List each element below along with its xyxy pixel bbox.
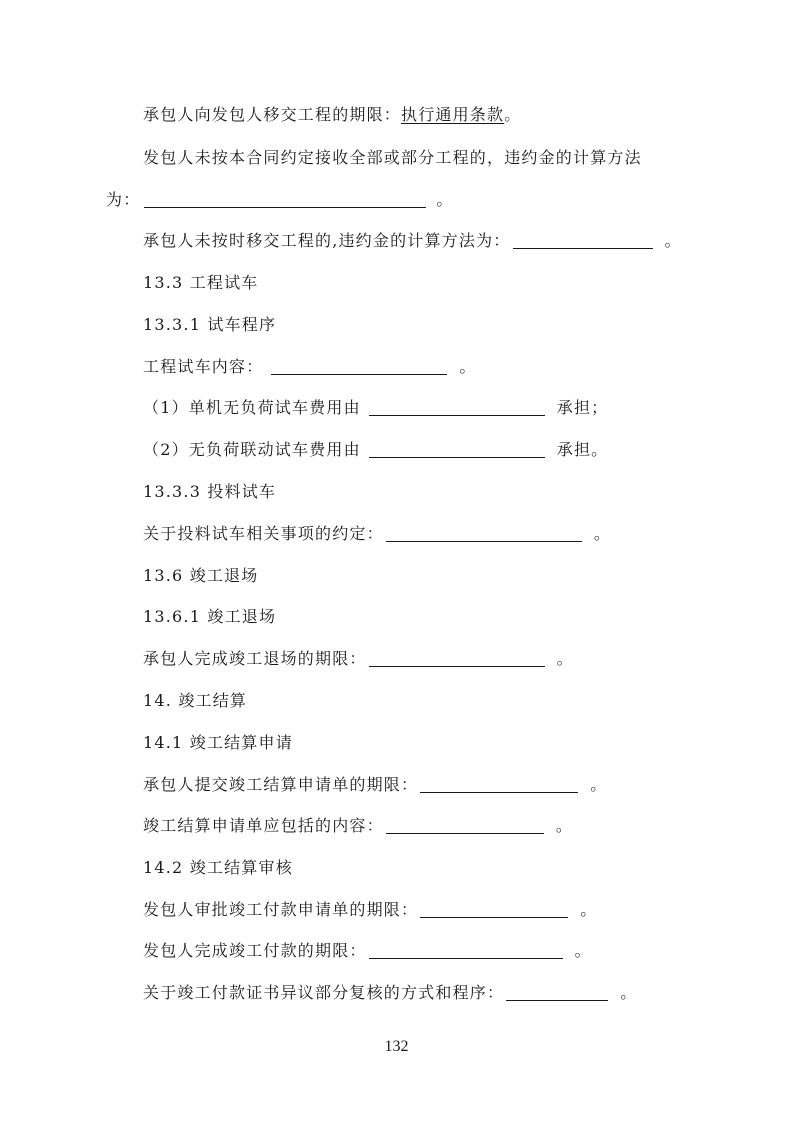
dispute-review-line <box>143 982 637 1004</box>
feed-test-line <box>143 523 611 545</box>
line-text: 发包人审批竣工付款申请单的期限： <box>143 900 419 919</box>
page-number: 132 <box>384 1038 409 1055</box>
line-end: 。 <box>574 941 592 960</box>
line-text: 竣工结算申请单应包括的内容： <box>143 816 384 835</box>
underlined-answer: 执行通用条款 <box>401 105 505 124</box>
line-end: 。 <box>555 816 574 835</box>
line-end: 。 <box>664 231 682 250</box>
penalty-clause-line <box>143 147 642 169</box>
fill-blank <box>420 901 568 918</box>
fill-blank <box>386 525 582 542</box>
fill-blank <box>144 191 426 208</box>
fill-blank <box>386 817 544 834</box>
subsection-heading <box>143 314 276 336</box>
line-text: 13.3 工程试车 <box>143 273 259 292</box>
section-heading <box>143 272 259 294</box>
line-text: （2）无负荷联动试车费用由 <box>143 440 361 459</box>
section-heading <box>143 565 259 587</box>
exit-deadline-line <box>143 648 574 670</box>
test-content-line <box>143 356 477 378</box>
line-text: 为： <box>106 190 141 209</box>
line-end: 。 <box>504 105 522 124</box>
handover-deadline-line <box>143 104 521 126</box>
line-end: 。 <box>590 775 608 794</box>
fill-blank <box>369 650 545 667</box>
line-text: 13.6.1 竣工退场 <box>143 607 277 626</box>
line-text: 14.1 竣工结算申请 <box>143 733 293 752</box>
line-text: 发包人完成竣工付款的期限： <box>143 941 367 960</box>
line-end: 。 <box>620 983 638 1002</box>
subsection-heading <box>143 857 293 879</box>
settlement-content-line <box>143 815 573 837</box>
line-text: （1）单机无负荷试车费用由 <box>143 398 361 417</box>
line-end: 。 <box>459 357 477 376</box>
line-text: 14. 竣工结算 <box>143 691 248 710</box>
fill-blank <box>369 399 545 416</box>
line-end: 承担； <box>556 398 609 417</box>
line-text: 13.3.1 试车程序 <box>143 315 277 334</box>
approval-deadline-line <box>143 899 597 921</box>
subsection-heading <box>143 481 276 503</box>
fill-blank <box>369 942 563 959</box>
fill-blank <box>506 984 608 1001</box>
line-text: 承包人完成竣工退场的期限： <box>143 649 367 668</box>
penalty-method-line <box>106 189 454 211</box>
fill-blank <box>513 232 653 249</box>
fill-blank <box>420 776 578 793</box>
fill-blank <box>271 358 447 375</box>
contractor-penalty-line <box>143 230 682 252</box>
line-text: 承包人向发包人移交工程的期限： <box>143 105 402 124</box>
line-text: 工程试车内容： <box>143 357 264 376</box>
fill-blank <box>369 441 545 458</box>
line-text: 发包人未按本合同约定接收全部或部分工程的，违约金的计算方法 <box>143 148 642 167</box>
settlement-submit-line <box>143 774 607 796</box>
line-end: 。 <box>556 649 574 668</box>
section-heading <box>143 690 247 712</box>
line-text: 13.3.3 投料试车 <box>143 482 277 501</box>
subsection-heading <box>143 732 293 754</box>
line-end: 。 <box>436 190 454 209</box>
line-text: 14.2 竣工结算审核 <box>143 858 293 877</box>
single-machine-cost-line <box>143 397 608 419</box>
line-text: 13.6 竣工退场 <box>143 566 259 585</box>
line-text: 关于投料试车相关事项的约定： <box>143 524 384 543</box>
line-end: 。 <box>593 524 612 543</box>
subsection-heading <box>143 606 276 628</box>
line-text: 承包人未按时移交工程的,违约金的计算方法为： <box>143 231 511 250</box>
line-end: 。 <box>580 900 598 919</box>
line-end: 承担。 <box>556 440 609 459</box>
line-text: 关于竣工付款证书异议部分复核的方式和程序： <box>143 983 505 1002</box>
linked-test-cost-line <box>143 439 608 461</box>
payment-deadline-line <box>143 940 592 962</box>
line-text: 承包人提交竣工结算申请单的期限： <box>143 775 419 794</box>
